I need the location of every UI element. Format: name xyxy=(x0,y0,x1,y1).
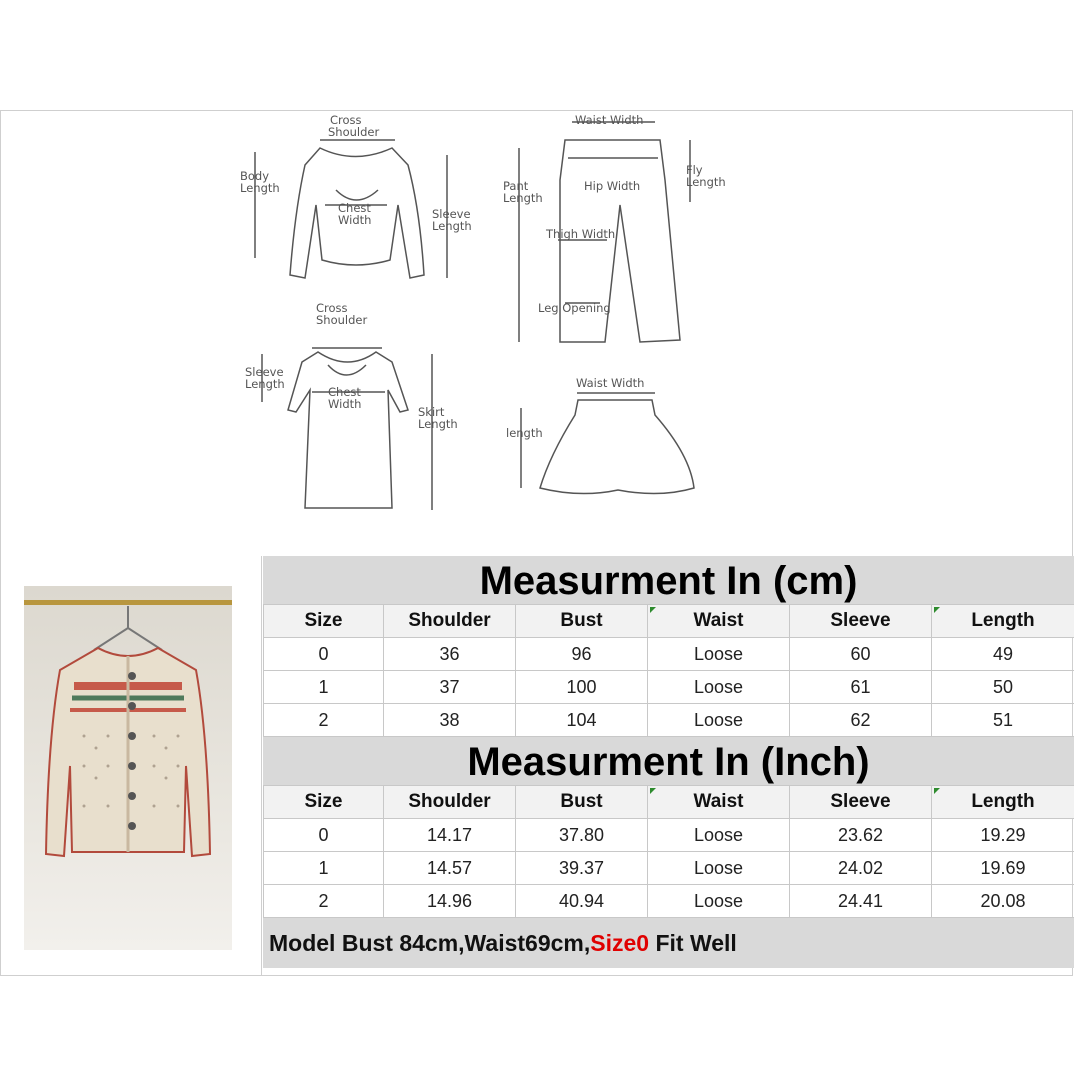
cell: 19.29 xyxy=(932,819,1074,852)
table-row xyxy=(264,638,1074,671)
cell: 36 xyxy=(384,638,516,671)
cell: Loose xyxy=(648,852,790,885)
cell: 61 xyxy=(790,671,932,704)
measurement-diagrams xyxy=(0,110,1074,556)
cell: 0 xyxy=(264,638,384,671)
label-dress-cross: Cross xyxy=(316,301,348,315)
cell: 100 xyxy=(516,671,648,704)
cell: 60 xyxy=(790,638,932,671)
cell: 40.94 xyxy=(516,885,648,918)
table-row xyxy=(264,671,1074,704)
note-suffix: Fit Well xyxy=(649,930,737,956)
cm-table-title: Measurment In (cm) xyxy=(263,556,1074,604)
label-pant-length: Length xyxy=(503,191,543,205)
cell: Loose xyxy=(648,704,790,737)
cell: 51 xyxy=(932,704,1074,737)
label-skirt-length: Length xyxy=(418,417,458,431)
cell: 62 xyxy=(790,704,932,737)
cell: 2 xyxy=(264,885,384,918)
cell: 23.62 xyxy=(790,819,932,852)
cell: 104 xyxy=(516,704,648,737)
label-dress-chest-width: Width xyxy=(328,397,362,411)
label-sleeve: Sleeve xyxy=(432,207,471,221)
cell: 19.69 xyxy=(932,852,1074,885)
header-sleeve: Sleeve xyxy=(790,786,932,819)
note-size-highlight: Size0 xyxy=(590,930,650,956)
cell: 38 xyxy=(384,704,516,737)
table-row xyxy=(264,885,1074,918)
size-tables xyxy=(263,556,1074,968)
header-bust: Bust xyxy=(516,605,648,638)
cardigan-image xyxy=(24,586,232,950)
cell: Loose xyxy=(648,819,790,852)
cell: 20.08 xyxy=(932,885,1074,918)
header-waist-label: Waist xyxy=(693,791,744,812)
cell: 14.17 xyxy=(384,819,516,852)
header-length xyxy=(932,786,1074,819)
label-cross-shoulder: Cross xyxy=(330,113,362,127)
cell: Loose xyxy=(648,638,790,671)
label-thigh-width: Thigh Width xyxy=(546,227,616,241)
label-hip-width: Hip Width xyxy=(584,179,641,193)
label-chest-width: Width xyxy=(338,213,372,227)
label-dress-sleeve-length: Length xyxy=(245,377,285,391)
diagram-svg xyxy=(0,110,1074,556)
header-length-label: Length xyxy=(971,610,1035,631)
label-skirt: Skirt xyxy=(418,405,445,419)
table-row xyxy=(264,852,1074,885)
cell: 14.96 xyxy=(384,885,516,918)
label-waist-width: Waist Width xyxy=(575,113,644,127)
cell: 96 xyxy=(516,638,648,671)
header-bust: Bust xyxy=(516,786,648,819)
cell: 1 xyxy=(264,852,384,885)
inch-table-title: Measurment In (Inch) xyxy=(263,737,1074,785)
label-fly: Fly xyxy=(686,163,703,177)
header-sleeve: Sleeve xyxy=(790,605,932,638)
header-waist xyxy=(648,786,790,819)
product-photo-cell xyxy=(0,556,262,976)
model-fit-note xyxy=(263,918,1074,968)
label-dress-sleeve: Sleeve xyxy=(245,365,284,379)
cell: 24.41 xyxy=(790,885,932,918)
cell: 2 xyxy=(264,704,384,737)
cell: 50 xyxy=(932,671,1074,704)
label-shoulder: Shoulder xyxy=(328,125,380,139)
label-sleeve-length: Length xyxy=(432,219,472,233)
table-row xyxy=(264,819,1074,852)
product-photo xyxy=(24,586,232,950)
label-dress-shoulder: Shoulder xyxy=(316,313,368,327)
label-pant: Pant xyxy=(503,179,529,193)
header-size: Size xyxy=(264,786,384,819)
cell: 37.80 xyxy=(516,819,648,852)
label-fly-length: Length xyxy=(686,175,726,189)
header-length-label: Length xyxy=(971,791,1035,812)
cell: 24.02 xyxy=(790,852,932,885)
header-length xyxy=(932,605,1074,638)
label-leg-opening: Leg Opening xyxy=(538,301,611,315)
cell: 0 xyxy=(264,819,384,852)
header-shoulder: Shoulder xyxy=(384,786,516,819)
cell: Loose xyxy=(648,671,790,704)
inch-table xyxy=(263,785,1074,918)
cell: 49 xyxy=(932,638,1074,671)
cell: 39.37 xyxy=(516,852,648,885)
label-body-length: Length xyxy=(240,181,280,195)
cell: 37 xyxy=(384,671,516,704)
label-body: Body xyxy=(240,169,270,183)
skirt-outline xyxy=(540,400,694,494)
label-skirt-waist-width: Waist Width xyxy=(576,376,645,390)
header-shoulder: Shoulder xyxy=(384,605,516,638)
cell: 14.57 xyxy=(384,852,516,885)
header-waist-label: Waist xyxy=(693,610,744,631)
label-dress-chest: Chest xyxy=(328,385,361,399)
header-waist xyxy=(648,605,790,638)
cell: Loose xyxy=(648,885,790,918)
header-size: Size xyxy=(264,605,384,638)
label-length: length xyxy=(506,426,543,440)
table-header-row xyxy=(264,605,1074,638)
cm-table xyxy=(263,604,1074,737)
table-row xyxy=(264,704,1074,737)
cell: 1 xyxy=(264,671,384,704)
note-prefix: Model Bust 84cm,Waist69cm, xyxy=(269,930,591,956)
label-chest: Chest xyxy=(338,201,371,215)
table-header-row xyxy=(264,786,1074,819)
